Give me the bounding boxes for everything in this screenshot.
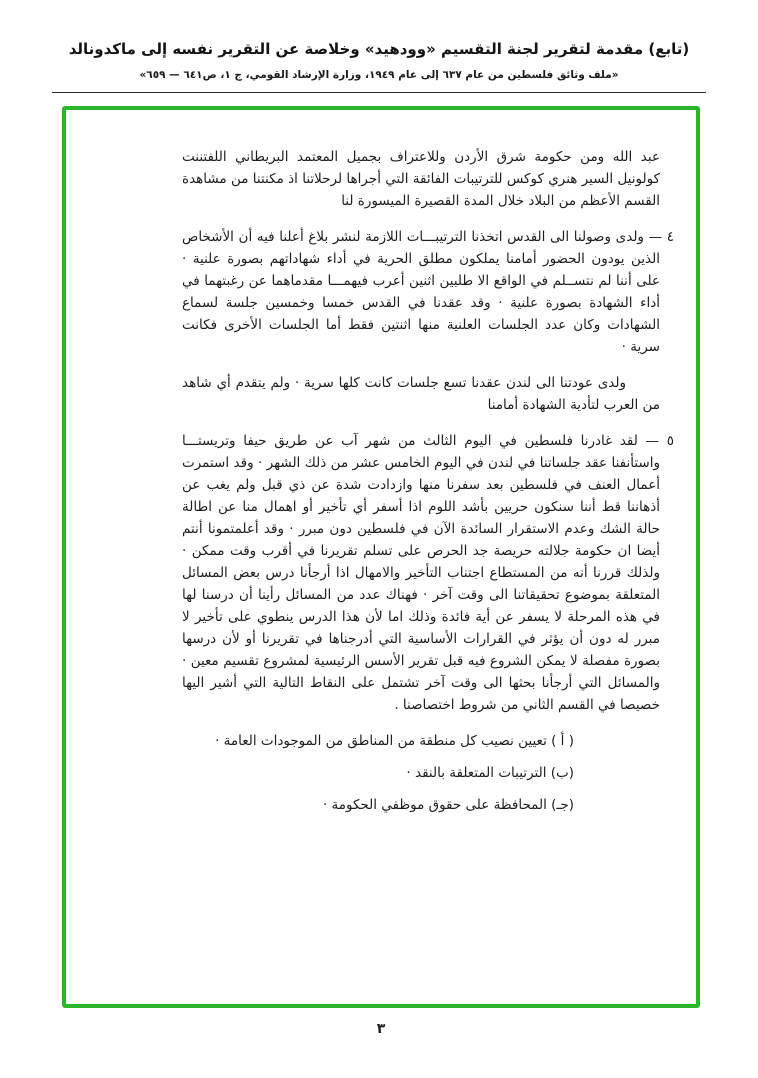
numbered-item-5 <box>182 430 674 716</box>
numbered-item-4 <box>182 226 674 358</box>
list-item-a-label: ( أ ) <box>551 733 574 749</box>
list-item-b-label: (ب) <box>550 765 574 781</box>
list-item-a <box>182 730 574 752</box>
item-4-number: ٤ — <box>648 229 674 245</box>
item-5-number: ٥ — <box>645 433 674 449</box>
item-4-text: ولدى وصولنا الى القدس اتخذنا الترتيبـــات اللازمة لنشر بلاغ أعلنا فيه أن الأشخاص الذين يودون الحضور أمامنا يملكون مطلق الحرية في أداء شهاداتهم بصورة علنية · على أننا لم نتســلم في الواقع الا طلبين اثنين أعرب فيهمـــا مقدماهما عن رغبتهما في أداء الشهادة بصورة علنية · وقد عقدنا في القدس خمسا وخمسين جلسة لسماع الشهادات وكان عدد الجلسات العلنية منها اثنتين فقط أما الجلسات الأخرى فكانت سرية · <box>182 229 660 355</box>
list-item-a-text: تعيين نصيب كل منطقة من المناطق من الموجودات العامة · <box>215 733 547 749</box>
continuation-paragraph: عبد الله ومن حكومة شرق الأردن وللاعتراف بجميل المعتمد البريطاني اللفتننت كولونيل السير هنري كوكس للترتيبات الفائقة التي أجراها لرحلاتنا اذ مكنتنا من مشاهدة القسم الأعظم من البلاد خلال المدة القصيرة الميسورة لنا <box>182 149 660 209</box>
document-header <box>0 0 758 93</box>
item-4-sub-paragraph: ولدى عودتنا الى لندن عقدنا تسع جلسات كانت كلها سرية · ولم يتقدم أي شاهد من العرب لتأدية الشهادة أمامنا <box>182 375 660 413</box>
clauses-list <box>182 730 574 816</box>
list-item-b-text: الترتيبات المتعلقة بالنقد · <box>406 765 547 781</box>
list-item-b <box>182 762 574 784</box>
header-divider <box>52 92 706 93</box>
document-title: (تابع) مقدمة لتقرير لجنة التقسيم «وودهيد» وخلاصة عن التقرير نفسه إلى ماكدونالد <box>68 40 690 58</box>
item-5-text: لقد غادرنا فلسطين في اليوم الثالث من شهر آب عن طريق حيفا وتريستـــا واستأنفنا عقد جلساتنا في لندن في اليوم الخامس عشر من ذلك الشهر · وقد استمرت أعمال العنف في فلسطين بعد سفرنا منها وازدادت شدة عن ذي قبل ولم يغب عن أذهاننا قط أننا سنكون حريين بأشد اللوم اذا أسفر أي تأخير أو اهمال منا عن اطالة حالة الشك وعدم الاستقرار السائدة الآن في فلسطين دون مبرر · وقد أعلمتمونا أنتم أيضا ان حكومة جلالته حريصة جد الحرص على تسلم تقريرنا في أقرب وقت ممكن · ولذلك قررنا أنه من المستطاع اجتناب التأخير والامهال اذا أرجأنا درس بعض المسائل المتعلقة بموضوع تحقيقاتنا الى وقت آخر · فهناك عدد من المسائل رأينا أن درسنا لها في هذه المرحلة لا يسفر عن أية فائدة وذلك اما لأن هذا الدرس ينطوي على تأخير لا مبرر له دون أن يؤثر في القرارات الأساسية التي أدرجناها في تقريرنا أو لأن درسها بصورة مفصلة لا يمكن الشروع فيه قبل تقرير الأسس الرئيسية لمشروع تقسيم معين · والمسائل التي أرجأنا بحثها الى وقت آخر تشتمل على النقاط التالية التي أشير اليها خصيصا في القسم الثاني من شروط اختصاصنا . <box>182 433 660 713</box>
list-item-j-label: (جـ) <box>551 797 574 813</box>
document-source-line: «ملف وثائق فلسطين من عام ٦٣٧ إلى عام ١٩٤٩، وزارة الإرشاد القومي، ج ١، ص٦٤١ — ٦٥٩» <box>139 69 619 81</box>
page-number: ٣ <box>376 1021 386 1037</box>
list-item-j-text: المحافظة على حقوق موظفي الحكومة · <box>322 797 547 813</box>
content-border-box <box>62 106 700 1008</box>
list-item-j <box>182 794 574 816</box>
